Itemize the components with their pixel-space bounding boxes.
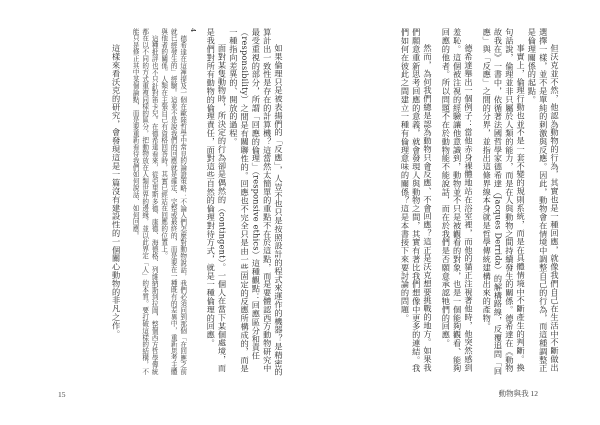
footnote-text: 這種批評也不只針對笛卡兒。在德希達看來，從亞里斯多德、康德、海德格、列維納斯到拉岡，整個西方哲學傳統都在以不同的方式重複同樣的區分，把動物放在人類世界的邊緣，並以此界定「人」的本質。要打破這樣的結構，不能只是修正其中某個論點，而是要重新看待我們如何說話、如何回應。 [131, 28, 159, 375]
footnotes [130, 28, 198, 380]
left-paragraph: 如果倫理只是被表揚們的「反應」，人豈不也只是按照設計的程式來運作的機器？是精密的算計出一致性是存在的計算機？這當然太簡單的重點不在於這點，而是要體認西方動物研究中最受重視的部分，所謂「回應的倫理」（responsive ethics）這種觀點：回應區分和責任（responsibility）之間是有關聯性的。回應也不完全只是由一些固定的反應所構成的，而是一種指向差異的、開放的過程。 [228, 28, 284, 377]
right-paragraph: 德希達舉出一個例子：當他赤身裸體地站在浴室裡，而他的貓正注視著他時，他突然感到羞恥。這個被注視的經驗讓他意識到，動物並不只是被觀看的對象，也是一個能夠觀看、能夠回應的他者。所以問題不在於動物能不能說話，而在於我們是否願意承認牠們的回應。 [441, 28, 474, 373]
right-page-body [322, 28, 560, 380]
footnote-text: 德希達在這裡提及一個在歐陸哲學中常見的論證策略：不論人們怎麼對動物說話，我們必須回到那個「在回應之前就已經發生的」經驗。這並不是說我們的回應就是確定、完整或最終的，而是要在一種既有的差異中，重新思考主體與他者的關係。人類在主張自己有資格回答時，其實已經站在回應的位置上。 [159, 28, 187, 375]
right-paragraph: 但沃克並不然，他認為動物的行為，其實也是一種回應，就像我們自己在生活中不斷做出選擇一樣，並不是單純的刺激與反應。因此，動物會在情境中調整自己的行為，而這種調整正是倫理關係的起點。 [527, 28, 560, 373]
left-closing-paragraph: 這樣來看沃克的研究，會發現這是一篇沒有建設性的一個關心動物的非凡之作。 [111, 44, 122, 339]
footnote-number: 4 [188, 28, 197, 33]
right-paragraph: 事實上，倫理行動也並不是一套不變的規則系統，而是在具體情境中不斷產生的判斷。換句話說，倫理並非只屬於人類的能力，而是在人與動物之間持續發生的關係。德希達在《動物故我在》一書中，依循著法國哲學家德希達（Jacques Derrida）的解構路線，反覆追問「回應」與「反應」之間的分界，並指出這條界線本身就是哲學傳統建構出來的產物。 [482, 28, 527, 376]
right-paragraph: 然而，為何我們總是認為動物只會反應、不會回應？這正是沃克想要挑戰的地方。如果我們願意重新思考回應的意義，就會發現人與動物之間，其實有著比我們想像中更多的連結。我們如何在彼此之間建立一種有倫理意味的關係？這是本書接下來要討論的問題。 [400, 28, 434, 373]
running-footer-right: 動物與我 12 [498, 389, 538, 398]
left-page-body [58, 28, 284, 380]
page-number-left: 15 [58, 390, 66, 399]
left-paragraph: 面對某隻動物時，所決定的行為卻是偶然的（contingent）。一個人在當下某個處境，而是我們對所有動物的倫理責任，面對這些自然的倫理對待方式，就是一種倫理的回應。 [206, 28, 228, 373]
